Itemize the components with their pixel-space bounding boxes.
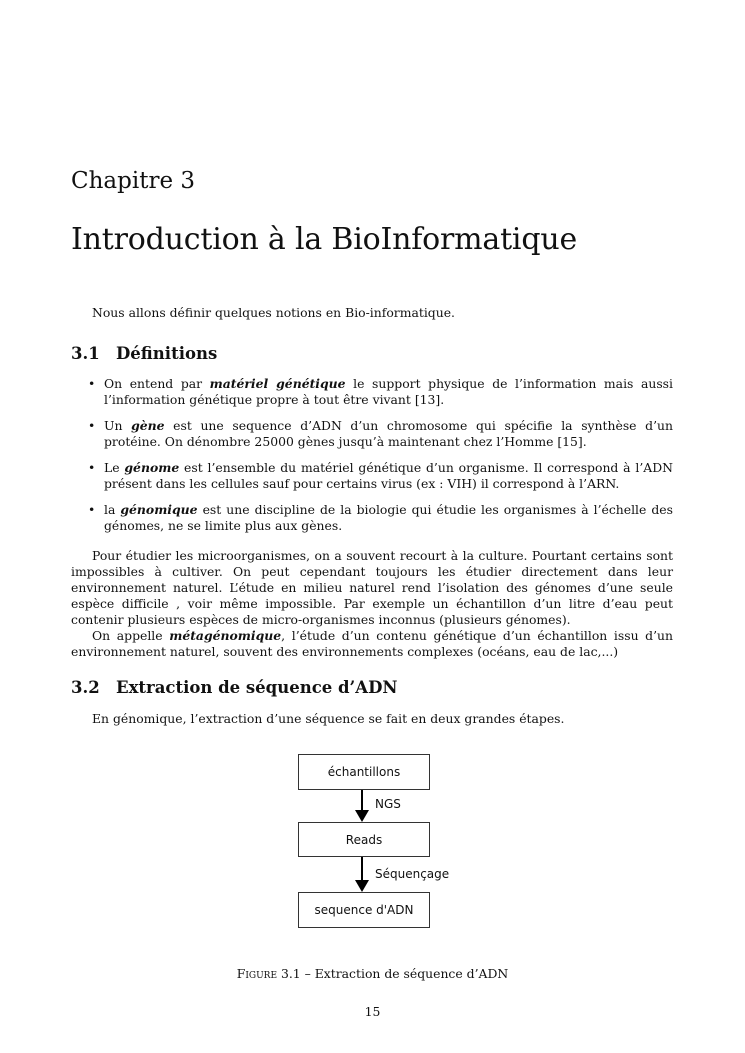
section-number: 3.2 bbox=[71, 678, 100, 697]
bullet-icon: • bbox=[88, 460, 96, 475]
list-item: • la génomique est une discipline de la biologie qui étudie les organismes à l’échelle des génomes, ne se limite plus aux gènes. bbox=[88, 502, 673, 533]
chapter-label: Chapitre 3 bbox=[71, 168, 195, 194]
list-item: • Le génome est l’ensemble du matériel génétique d’un organisme. Il correspond à l’ADN présent dans les cellules sauf pour certains virus (ex : VIH) il correspond à l’ARN. bbox=[88, 460, 674, 491]
diagram-node-sequence-adn: sequence d'ADN bbox=[298, 892, 430, 928]
term: métagénomique bbox=[169, 628, 282, 643]
section-number: 3.1 bbox=[71, 344, 100, 363]
list-item: • Un gène est une sequence d’ADN d’un chromosome qui spécifie la synthèse d’un protéine. On dénombre 25000 gènes jusqu’à maintenant chez l’Homme [15]. bbox=[88, 418, 673, 449]
intro-paragraph: Nous allons définir quelques notions en Bio-informatique. bbox=[92, 305, 455, 320]
body-paragraph: Pour étudier les microorganismes, on a souvent recourt à la culture. Pourtant certains sont impossibles à cultiver. On peut cependant toujours les étudier directement dans leur environnement naturel. L’étude en milieu naturel rend l’isolation des génomes d’une seule espèce difficile , voir même impossible. Par exemple un échantillon d’un litre d’eau peut contenir plusieurs espèces de micro-organismes inconnus (plusieurs génomes). bbox=[71, 548, 673, 627]
term: génomique bbox=[120, 502, 198, 517]
figure-label: Figure 3.1 bbox=[236, 966, 301, 981]
edge-label-sequencage: Séquençage bbox=[375, 867, 450, 881]
term: matériel génétique bbox=[209, 376, 346, 391]
bullet-icon: • bbox=[88, 418, 96, 433]
diagram-node-echantillons: échantillons bbox=[298, 754, 430, 790]
chapter-title: Introduction à la BioInformatique bbox=[71, 222, 578, 257]
section-intro: En génomique, l’extraction d’une séquence se fait en deux grandes étapes. bbox=[92, 711, 565, 726]
section-title: Définitions bbox=[116, 344, 218, 363]
page-number: 15 bbox=[364, 1004, 381, 1019]
body-paragraph: On appelle métagénomique, l’étude d’un contenu génétique d’un échantillon issu d’un environnement naturel, souvent des environnements complexes (océans, eau de lac,...) bbox=[71, 628, 673, 659]
list-item: • On entend par matériel génétique le support physique de l’information mais aussi l’information génétique propre à tout être vivant [13]. bbox=[88, 376, 674, 407]
term: génome bbox=[124, 460, 180, 475]
term: gène bbox=[131, 418, 165, 433]
arrow-ngs bbox=[355, 789, 369, 822]
bullet-icon: • bbox=[88, 376, 96, 391]
section-title: Extraction de séquence d’ADN bbox=[116, 678, 398, 697]
diagram-node-reads: Reads bbox=[298, 822, 430, 857]
arrow-sequencage bbox=[355, 856, 369, 892]
figure-caption: Figure 3.1 – Extraction de séquence d’ADN bbox=[236, 966, 509, 981]
edge-label-ngs: NGS bbox=[375, 797, 401, 811]
bullet-icon: • bbox=[88, 502, 96, 517]
figure-caption-text: Extraction de séquence d’ADN bbox=[314, 966, 509, 981]
